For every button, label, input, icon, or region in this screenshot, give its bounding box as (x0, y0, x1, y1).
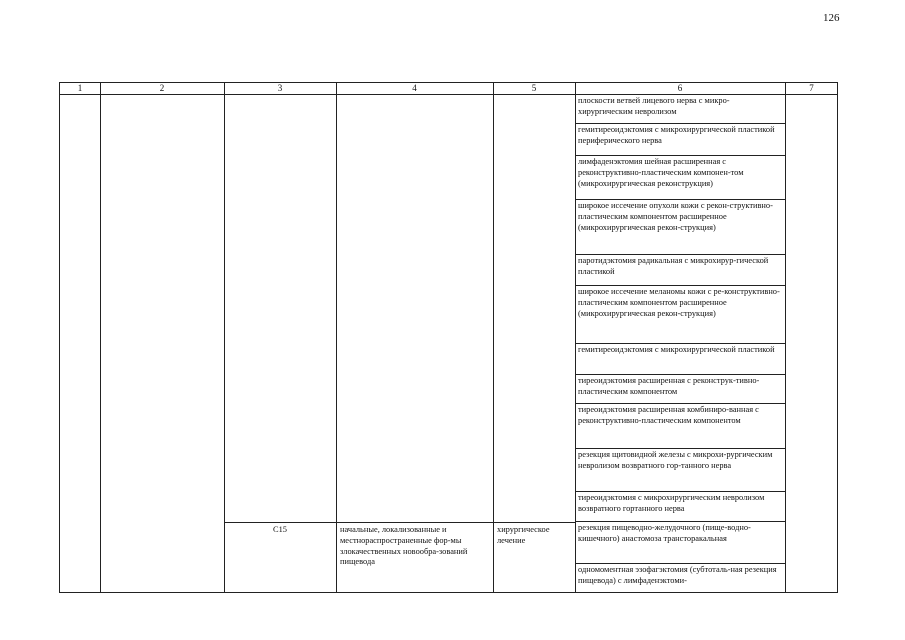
col-header-2: 2 (159, 83, 165, 93)
page-number: 126 (823, 12, 840, 24)
treatment-type: хирургическое лечение (497, 525, 550, 545)
procedure-cell: гемитиреоидэктомия с микрохирургической пластикой (575, 344, 785, 375)
procedure-cell: плоскости ветвей лицевого нерва с микро-хирургическим невролизом (575, 95, 785, 124)
procedure-cell: тиреоидэктомия с микрохирургическим невролизом возвратного гортанного нерва (575, 492, 785, 522)
procedure-cell: резекция щитовидной железы с микрохи-рургическим невролизом возвратного гор-танного нерва (575, 449, 785, 492)
procedure-cell: тиреоидэктомия расширенная с реконструк-тивно-пластическим компонентом (575, 375, 785, 404)
col-header-4: 4 (412, 83, 417, 93)
col-header-3: 3 (277, 83, 283, 93)
col-header-6: 6 (677, 83, 683, 93)
procedure-cell: широкое иссечение опухоли кожи с рекон-структивно-пластическим компонентом расширенное (микрохирургическая рекон-струкция) (575, 200, 785, 255)
procedure-cell: паротидэктомия радикальная с микрохирур-гической пластикой (575, 255, 785, 286)
procedure-cell: резекция пищеводно-желудочного (пище-водно-кишечного) анастомоза трансторакальная (575, 522, 785, 564)
procedure-cell: гемитиреоидэктомия с микрохирургической пластикой периферического нерва (575, 124, 785, 156)
procedure-cell: лимфаденэктомия шейная расширенная с реконструктивно-пластическим компонен-том (микрохирургическая реконструкция) (575, 156, 785, 200)
procedure-cell: одномоментная эзофагэктомия (субтоталь-ная резекция пищевода) с лимфаденэктоми- (578, 565, 777, 585)
procedure-cell: широкое иссечение меланомы кожи с ре-конструктивно-пластическим компонентом расширенное (микрохирургическая рекон-струкция) (575, 286, 785, 344)
diagnosis-code: C15 (273, 525, 287, 534)
col-header-7: 7 (809, 83, 814, 93)
diagnosis-text: начальные, локализованные и местнораспространенные фор-мы злокачественных новообра-зований пищевода (340, 525, 468, 567)
col-header-5: 5 (531, 83, 537, 93)
procedures-table (59, 82, 838, 593)
col-header-1: 1 (77, 83, 83, 93)
procedure-cell: тиреоидэктомия расширенная комбиниро-ванная с реконструктивно-пластическим компонентом (575, 404, 785, 449)
